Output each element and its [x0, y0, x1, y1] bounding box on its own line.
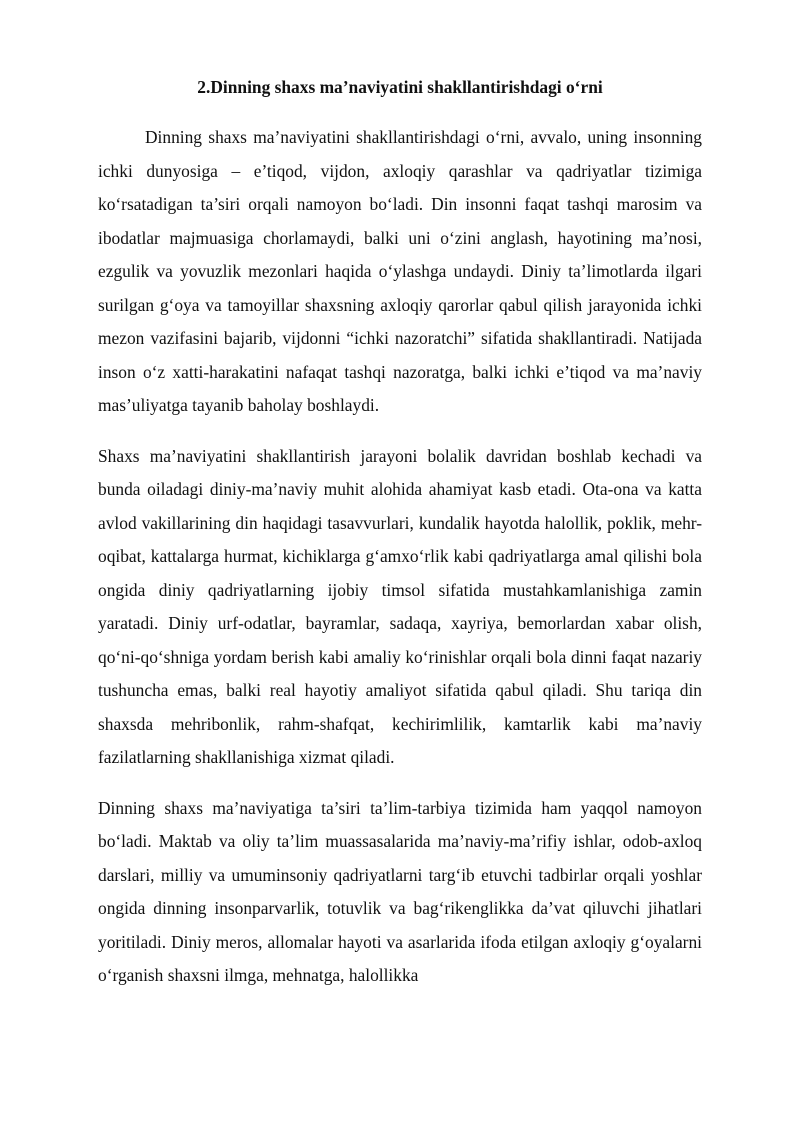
paragraph-3: Dinning shaxs ma’naviyatiga ta’siri ta’lim-tarbiya tizimida ham yaqqol namoyon bo‘ladi. Maktab va oliy ta’lim muassasalarida ma’naviy-ma’rifiy ishlar, odob-axloq darslari, milliy va umuminsoniy qadriyatlarni targ‘ib etuvchi tadbirlar orqali yoshlar ongida dinning insonparvarlik, totuvlik va bag‘rikenglikka da’vat qiluvchi jihatlari yoritiladi. Diniy meros, allomalar hayoti va asarlarida ifoda etilgan axloqiy g‘oyalarni o‘rganish shaxsni ilmga, mehnatga, halollikka [98, 797, 702, 985]
paragraph-1: Dinning shaxs ma’naviyatini shakllantirishdagi o‘rni, avvalo, uning insonning ichki dunyosiga – e’tiqod, vijdon, axloqiy qarashlar va qadriyatlar tizimiga ko‘rsatadigan ta’siri orqali namoyon bo‘ladi. Din insonni faqat tashqi marosim va ibodatlar majmuasiga chorlamaydi, balki uni o‘zini anglash, hayotining ma’nosi, ezgulik va yovuzlik mezonlari haqida o‘ylashga undaydi. Diniy ta’limotlarda ilgari surilgan g‘oya va tamoyillar shaxsning axloqiy qarorlar qabul qilish jarayonida ichki mezon vazifasini bajarib, vijdonni “ichki nazoratchi” sifatida shakllantiradi. Natijada inson o‘z xatti-harakatini nafaqat tashqi nazoratga, balki ichki e’tiqod va ma’naviy mas’uliyatga tayanib baholay boshlaydi. [98, 127, 702, 415]
paragraph-2: Shaxs ma’naviyatini shakllantirish jarayoni bolalik davridan boshlab kechadi va bunda oiladagi diniy-ma’naviy muhit alohida ahamiyat kasb etadi. Ota-ona va katta avlod vakillarining din haqidagi tasavvurlari, kundalik hayotda halollik, poklik, mehr-oqibat, kattalarga hurmat, kichiklarga g‘amxo‘rlik kabi qadriyatlarga amal qilishi bola ongida diniy qadriyatlarning ijobiy timsol sifatida mustahkamlanishiga zamin yaratadi. Diniy urf-odatlar, bayramlar, sadaqa, xayriya, bemorlardan xabar olish, qo‘ni-qo‘shniga yordam berish kabi amaliy ko‘rinishlar orqali bola dinni faqat nazariy tushuncha emas, balki real hayotiy amaliyot sifatida qabul qiladi. Shu tariqa din shaxsda mehribonlik, rahm-shafqat, kechirimlilik, kamtarlik kabi ma’naviy fazilatlarning shakllanishiga xizmat qiladi. [98, 445, 702, 767]
section-title: 2.Dinning shaxs ma’naviyatini shakllantirishdagi o‘rni [197, 77, 603, 97]
